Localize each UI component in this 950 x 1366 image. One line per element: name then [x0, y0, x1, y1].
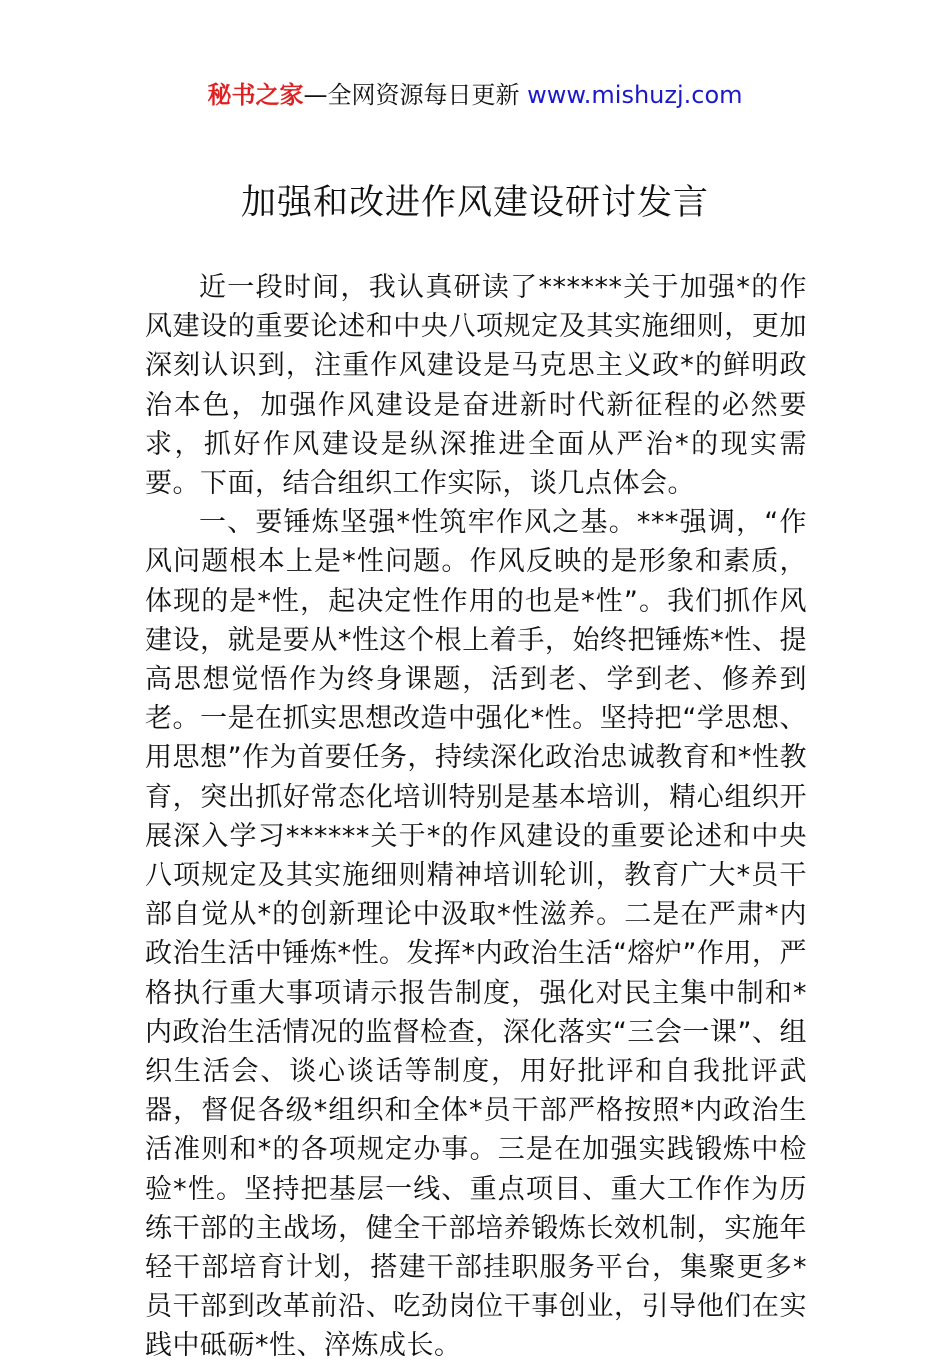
paragraph-intro: 近一段时间，我认真研读了******关于加强*的作风建设的重要论述和中央八项规定及其实施细则，更加深刻认识到，注重作风建设是马克思主义政*的鲜明政治本色，加强作风建设是奋进新时代新征程的必然要求，抓好作风建设是纵深推进全面从严治*的现实需要。下面，结合组织工作实际，谈几点体会。 [145, 272, 807, 500]
site-tagline: —全网资源每日更新 [303, 81, 528, 109]
site-brand: 秘书之家 [207, 81, 304, 109]
site-url-link[interactable]: www.mishuzj.com [527, 81, 743, 109]
paragraph-section-one: 一、要锤炼坚强*性筑牢作风之基。***强调，“作风问题根本上是*性问题。作风反映的是形象和素质，体现的是*性，起决定性作用的也是*性”。我们抓作风建设，就是要从*性这个根上着手，始终把锤炼*性、提高思想觉悟作为终身课题，活到老、学到老、修养到老。一是在抓实思想改造中强化*性。坚持把“学思想、用思想”作为首要任务，持续深化政治忠诚教育和*性教育，突出抓好常态化培训特别是基本培训，精心组织开展深入学习******关于*的作风建设的重要论述和中央八项规定及其实施细则精神培训轮训，教育广大*员干部自觉从*的创新理论中汲取*性滋养。二是在严肃*内政治生活中锤炼*性。发挥*内政治生活“熔炉”作用，严格执行重大事项请示报告制度，强化对民主集中制和*内政治生活情况的监督检查，深化落实“三会一课”、组织生活会、谈心谈话等制度，用好批评和自我批评武器，督促各级*组织和全体*员干部严格按照*内政治生活准则和*的各项规定办事。三是在加强实践锻炼中检验*性。坚持把基层一线、重点项目、重大工作作为历练干部的主战场，健全干部培养锻炼长效机制，实施年轻干部培育计划，搭建干部挂职服务平台，集聚更多*员干部到改革前沿、吃劲岗位干事创业，引导他们在实践中砥砺*性、淬炼成长。 [145, 507, 807, 1362]
document-title: 加强和改进作风建设研讨发言 [240, 183, 709, 223]
site-header [0, 78, 950, 112]
document-body [145, 268, 807, 1366]
